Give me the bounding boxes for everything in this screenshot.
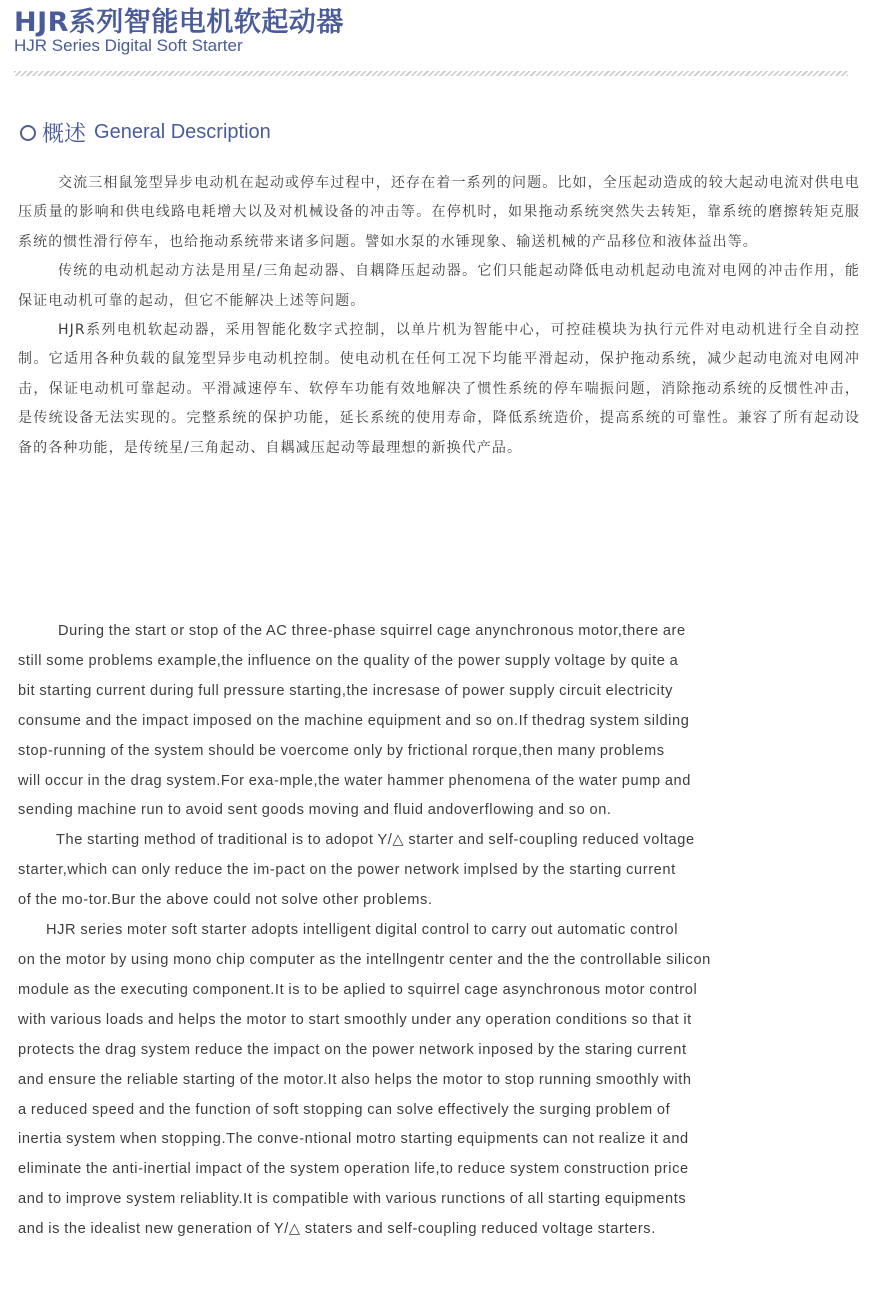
en-line: a reduced speed and the function of soft stopping can solve effectively the surging problem of — [18, 1101, 671, 1118]
en-line: and ensure the reliable starting of the motor.It also helps the motor to stop running smoothly with — [18, 1071, 692, 1088]
en-line: and is the idealist new generation of Y/△ staters and self-coupling reduced voltage starters. — [18, 1221, 656, 1238]
en-paragraph — [18, 826, 856, 916]
en-line: and to improve system reliablity.It is compatible with various runctions of all starting equipments — [18, 1191, 687, 1208]
english-description — [18, 617, 856, 1245]
en-line: HJR series moter soft starter adopts intelligent digital control to carry out automatic control — [46, 922, 679, 939]
en-paragraph — [18, 617, 856, 826]
en-line: eliminate the anti-inertial impact of the system operation life,to reduce system construction price — [18, 1161, 689, 1178]
page-title: HJR系列智能电机软起动器 — [14, 7, 344, 38]
cn-paragraph: 传统的电动机起动方法是用星/三角起动器、自耦降压起动器。它们只能起动降低电动机起动电流对电网的冲击作用，能保证电动机可靠的起动，但它不能解决上述等问题。 — [18, 263, 860, 309]
header-divider — [14, 71, 848, 76]
en-line: protects the drag system reduce the impact on the power network inposed by the staring current — [18, 1041, 687, 1058]
en-line: starter,which can only reduce the im-pact on the power network implsed by the starting current — [18, 862, 676, 879]
en-line: bit starting current during full pressure starting,the incresase of power supply circuit electricity — [18, 682, 674, 699]
cn-paragraph: 交流三相鼠笼型异步电动机在起动或停车过程中，还存在着一系列的问题。比如，全压起动造成的较大起动电流对供电电压质量的影响和供电线路电耗增大以及对机械设备的冲击等。在停机时，如果拖动系统突然失去转矩，靠系统的磨擦转矩克服系统的惯性滑行停车，也给拖动系统带来诸多问题。譬如水泵的水锤现象、输送机械的产品移位和液体益出等。 — [18, 175, 860, 250]
en-line: The starting method of traditional is to adopot Y/△ starter and self-coupling reduced voltage — [56, 832, 695, 849]
page-header — [14, 6, 854, 56]
section-title-en: General Description — [94, 121, 271, 143]
en-line: sending machine run to avoid sent goods moving and fluid andoverflowing and so on. — [18, 802, 612, 819]
en-line: still some problems example,the influence on the quality of the power supply voltage by quite a — [18, 652, 679, 669]
section-title-cn: 概述 — [42, 122, 87, 147]
page-subtitle: HJR Series Digital Soft Starter — [14, 36, 243, 55]
chinese-description — [18, 169, 860, 463]
en-line: inertia system when stopping.The conve-ntional motro starting equipments can not realize it and — [18, 1131, 689, 1148]
en-line: During the start or stop of the AC three-phase squirrel cage anynchronous motor,there are — [58, 623, 686, 639]
en-line: with various loads and helps the motor to start smoothly under any operation conditions so that it — [18, 1011, 692, 1028]
en-line: on the motor by using mono chip computer as the intellngentr center and the the controllable silicon — [18, 951, 711, 968]
en-paragraph — [18, 916, 856, 1245]
en-line: stop-running of the system should be voercome only by frictional rorque,then many problems — [18, 742, 665, 759]
en-line: will occur in the drag system.For exa-mple,the water hammer phenomena of the water pump and — [18, 772, 691, 789]
cn-paragraph: HJR系列电机软起动器，采用智能化数字式控制，以单片机为智能中心，可控硅模块为执行元件对电动机进行全自动控制。它适用各种负载的鼠笼型异步电动机控制。使电动机在任何工况下均能平滑起动，保护拖动系统，减少起动电流对电网冲击，保证电动机可靠起动。平滑减速停车、软停车功能有效地解决了惯性系统的停车喘振问题，消除拖动系统的反惯性冲击，是传统设备无法实现的。完整系统的保护功能，延长系统的使用寿命，降低系统造价，提高系统的可靠性。兼容了所有起动设备的各种功能，是传统星/三角起动、自耦减压起动等最理想的新换代产品。 — [18, 322, 860, 456]
circle-icon — [20, 125, 36, 141]
en-line: consume and the impact imposed on the machine equipment and so on.If thedrag system silding — [18, 712, 690, 729]
en-line: module as the executing component.It is to be aplied to squirrel cage asynchronous motor control — [18, 981, 698, 998]
en-line: of the mo-tor.Bur the above could not solve other problems. — [18, 892, 433, 909]
section-heading — [20, 117, 271, 148]
